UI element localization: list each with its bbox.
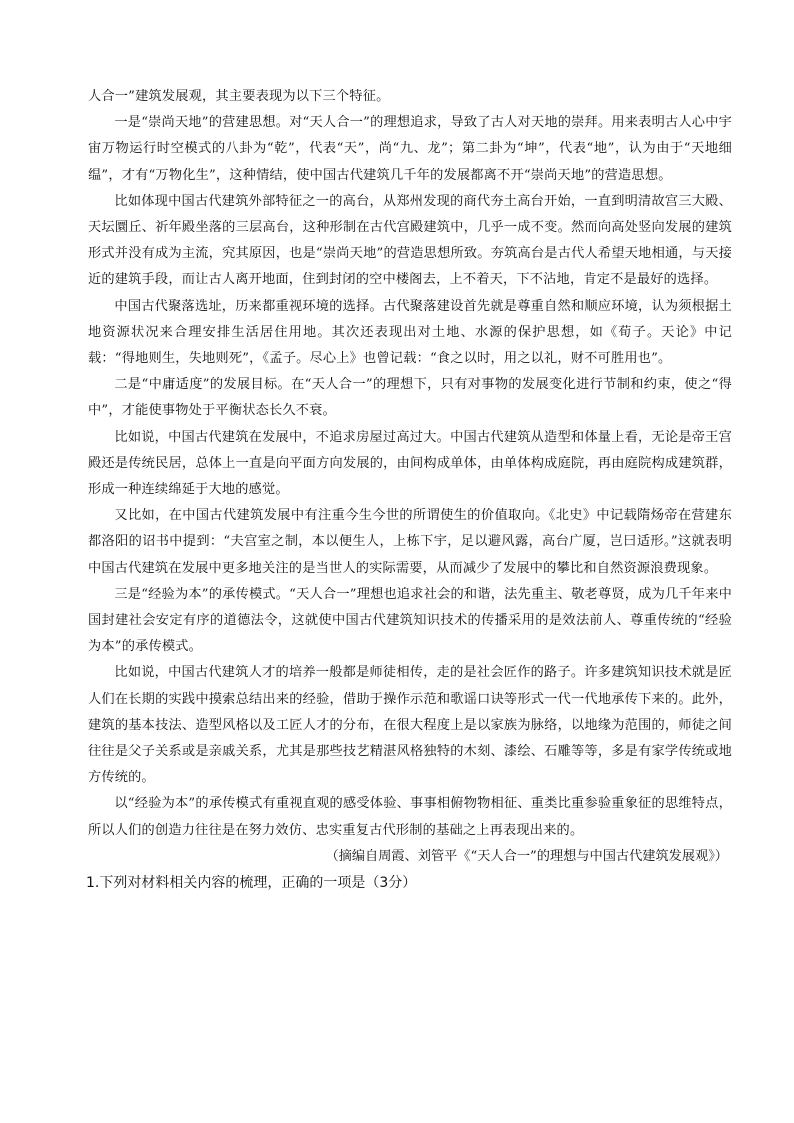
paragraph-1: 人合一”建筑发展观，其主要表现为以下三个特征。 [88,89,390,104]
question-1: 1.下列对材料相关内容的梳理，正确的一项是（3分） [86,875,417,892]
paragraph-6: 比如说，中国古代建筑在发展中，不追求房屋过高过大。中国古代建筑从造型和体量上看，无论是帝王宫殿还是传统民居，总体上一直是向平面方向发展的，由间构成单体，由单体构成庭院，再由庭院构成建筑群，形成一种连续绵延于大地的感觉。 [88,429,732,498]
paragraph-5: 二是“中庸适度”的发展目标。在“天人合一”的理想下，只有对事物的发展变化进行节制和约束，使之“得中”，才能使事物处于平衡状态长久不衰。 [88,377,732,419]
source-citation: （摘编自周霞、刘管平《“天人合一”的理想与中国古代建筑发展观》） [325,848,728,864]
paragraph-10: 以“经验为本”的承传模式有重视直观的感受体验、事事相俯物物相征、重类比重参验重象征的思维特点，所以人们的创造力往往是在努力效仿、忠实重复古代形制的基础之上再表现出来的。 [88,796,732,838]
paragraph-8: 三是“经验为本”的承传模式。“天人合一”理想也追求社会的和谐，法先重主、敬老尊贤，成为几千年来中国封建社会安定有序的道德法令，这就使中国古代建筑知识技术的传播采用的是效法前人、尊重传统的“经验为本”的承传模式。 [88,586,732,655]
paragraph-2: 一是“崇尚天地”的营建思想。对“天人合一”的理想追求，导致了古人对天地的崇拜。用来表明古人心中宇宙万物运行时空模式的八卦为“乾”，代表“天”，尚“九、龙”；第二卦为“坤”，代表“地”，认为由于“天地细缊”，才有“万物化生”，这种情结，使中国古代建筑几千年的发展都离不开“崇尚天地”的营造思想。 [88,115,732,183]
paragraph-4: 中国古代聚落选址，历来都重视环境的选择。古代聚落建设首先就是尊重自然和顺应环境，认为须根据土地资源状况来合理安排生活居住用地。其次还表现出对土地、水源的保护思想，如《荀子。天论》中记载：“得地则生，失地则死”，《孟子。尽心上》也曾记载：“食之以时，用之以礼，财不可胜用也”。 [88,298,732,367]
paragraph-3: 比如体现中国古代建筑外部特征之一的高台，从郑州发现的商代夯土高台开始，一直到明清故宫三大殿、天坛圜丘、祈年殿坐落的三层高台，这种形制在古代宫殿建筑中，几乎一成不变。然而向高处竖向发展的建筑形式并没有成为主流，究其原因，也是“崇尚天地”的营造思想所致。夯筑高台是古代人希望天地相通，与天接近的建筑手段，而让古人离开地面，住到封闭的空中楼阁去，上不着天，下不沾地，肯定不是最好的选择。 [88,193,732,288]
paragraph-7: 又比如，在中国古代建筑发展中有注重今生今世的所谓使生的价值取向。《北史》中记载隋炀帝在营建东都洛阳的诏书中提到：“夫宫室之制，本以便生人，上栋下宇，足以避风露，高台广厦，岂曰适形。”这就表明中国古代建筑在发展中更多地关注的是当世人的实际需要，从而减少了发展中的攀比和自然资源浪费现象。 [88,508,732,576]
paragraph-9: 比如说，中国古代建筑人才的培养一般都是师徒相传，走的是社会匠作的路子。许多建筑知识技术就是匠人们在长期的实践中摸索总结出来的经验，借助于操作示范和歌谣口诀等形式一代一代地承传下来的。此外，建筑的基本技法、造型风格以及工匠人才的分布，在很大程度上是以家族为脉络，以地缘为范围的，师徒之间往往是父子关系或是亲戚关系，尤其是那些技艺精湛风格独特的木刻、漆绘、石雕等等，多是有家学传统或地方传统的。 [88,665,732,786]
